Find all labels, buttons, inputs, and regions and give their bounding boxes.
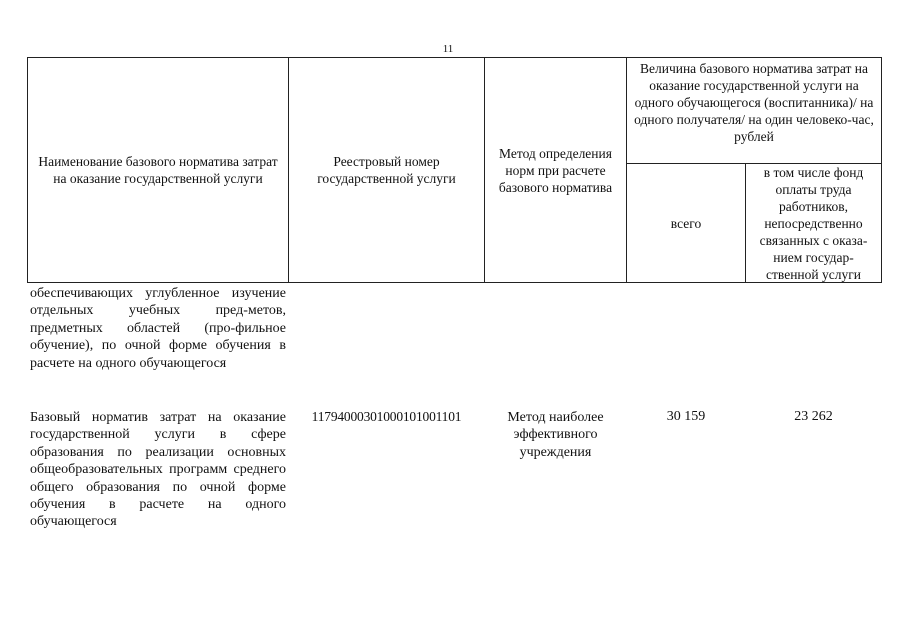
header-labor-fund [745, 163, 882, 283]
header-labor-fund-label: в том числе фонд оплаты труда работников, непосредственно связанных с оказа-нием государ-ственной услуги [759, 165, 868, 282]
row-total: 30 159 [666, 409, 706, 424]
continued-row-name: обеспечивающих углубленное изучение отдельных учебных пред-метов, предметных областей (про-фильное обучение), по очной форме обучения в расчете на одного обучающегося [30, 286, 286, 371]
header-value-group [626, 57, 882, 164]
row-labor-fund: 23 262 [794, 409, 833, 424]
page-number: 11 [442, 43, 454, 55]
header-method [484, 57, 627, 283]
header-method-label: Метод определения норм при расчете базового норматива [498, 145, 613, 195]
row-method: Метод наиболее эффективного учреждения [507, 410, 604, 460]
header-name [27, 57, 289, 283]
header-value-group-label: Величина базового норматива затрат на оказание государственной услуги на одного обучающегося (воспитанника)/ на одного получателя/ на один человеко-час, рублей [634, 61, 874, 144]
row-name: Базовый норматив затрат на оказание государственной услуги в сфере образования по реализации основных общеобразовательных программ среднего общего образования по очной форме обучения в расчете на одного обучающегося [30, 410, 286, 530]
header-registry-number [288, 57, 485, 283]
row-registry-number: 11794000301000101001101 [311, 409, 462, 424]
header-name-label: Наименование базового норматива затрат на оказание государственной услуги [38, 154, 278, 186]
header-total-label: всего [670, 215, 702, 231]
header-registry-number-label: Реестровый номер государственной услуги [317, 154, 456, 186]
header-total [626, 163, 746, 283]
